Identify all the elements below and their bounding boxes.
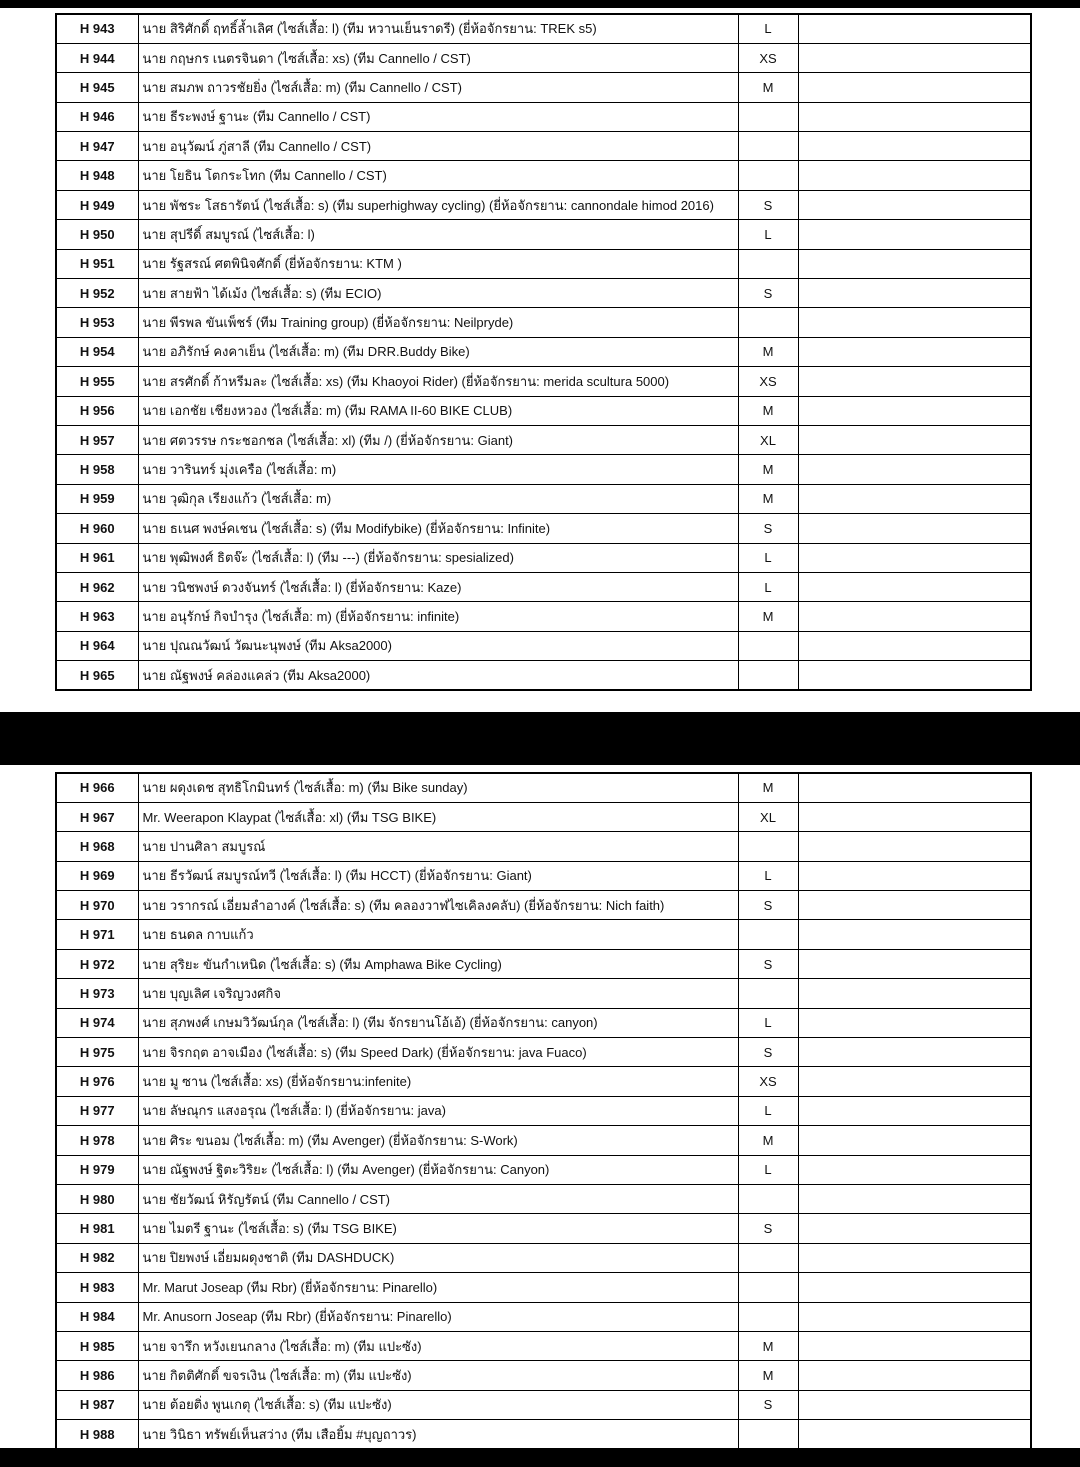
shirt-size-cell: L [738, 220, 798, 249]
shirt-size-cell [738, 249, 798, 278]
rider-detail-cell: นาย ศตวรรษ กระชอกชล (ไซส์เสื้อ: xl) (ทีม /) (ยี่ห้อจักรยาน: Giant) [138, 425, 738, 454]
shirt-size-cell: L [738, 14, 798, 43]
rider-id-cell: H 968 [56, 832, 138, 861]
rider-id-cell: H 988 [56, 1420, 138, 1449]
registration-table-2 [55, 772, 1032, 1450]
rider-row [56, 425, 1031, 454]
page-margin-top [0, 0, 1080, 8]
rider-detail-cell: นาย ไมตรี ฐานะ (ไซส์เสื้อ: s) (ทีม TSG BIKE) [138, 1214, 738, 1243]
rider-detail-cell: นาย อภิรักษ์ คงคาเย็น (ไซส์เสื้อ: m) (ทีม DRR.Buddy Bike) [138, 337, 738, 366]
shirt-size-cell: S [738, 949, 798, 978]
rider-detail-cell: นาย พัชระ โสธารัตน์ (ไซส์เสื้อ: s) (ทีม superhighway cycling) (ยี่ห้อจักรยาน: cannondale himod 2016) [138, 190, 738, 219]
rider-row [56, 949, 1031, 978]
registration-table-2-body [56, 773, 1031, 1449]
shirt-size-cell: M [738, 1361, 798, 1390]
rider-id-cell: H 974 [56, 1008, 138, 1037]
rider-id-cell: H 980 [56, 1184, 138, 1213]
shirt-size-cell [738, 1184, 798, 1213]
rider-id-cell: H 979 [56, 1155, 138, 1184]
rider-id-cell: H 984 [56, 1302, 138, 1331]
shirt-size-cell [738, 1273, 798, 1302]
document-sheet-2 [0, 765, 1080, 1448]
notes-cell [798, 1361, 1031, 1390]
notes-cell [798, 1184, 1031, 1213]
notes-cell [798, 161, 1031, 190]
notes-cell [798, 1302, 1031, 1331]
rider-detail-cell: นาย ต้อยติ่ง พูนเกตุ (ไซส์เสื้อ: s) (ทีม แปะซัง) [138, 1390, 738, 1419]
rider-id-cell: H 987 [56, 1390, 138, 1419]
rider-detail-cell: นาย สรศักดิ์ ก้าหรีมละ (ไซส์เสื้อ: xs) (ทีม Khaoyoi Rider) (ยี่ห้อจักรยาน: merida scultura 5000) [138, 367, 738, 396]
rider-row [56, 367, 1031, 396]
rider-row [56, 308, 1031, 337]
rider-row [56, 190, 1031, 219]
rider-id-cell: H 972 [56, 949, 138, 978]
notes-cell [798, 979, 1031, 1008]
rider-row [56, 455, 1031, 484]
rider-detail-cell: นาย บุญเลิศ เจริญวงศกิจ [138, 979, 738, 1008]
rider-detail-cell: นาย รัฐสรณ์ ศตพินิจศักดิ์ (ยี่ห้อจักรยาน: KTM ) [138, 249, 738, 278]
rider-row [56, 891, 1031, 920]
shirt-size-cell: L [738, 1008, 798, 1037]
notes-cell [798, 861, 1031, 890]
rider-id-cell: H 949 [56, 190, 138, 219]
document-sheet-1 [0, 8, 1080, 712]
rider-id-cell: H 960 [56, 514, 138, 543]
rider-row [56, 802, 1031, 831]
rider-detail-cell: นาย วุฒิกุล เรียงแก้ว (ไซส์เสื้อ: m) [138, 484, 738, 513]
shirt-size-cell: M [738, 773, 798, 802]
rider-id-cell: H 971 [56, 920, 138, 949]
shirt-size-cell: L [738, 572, 798, 601]
rider-row [56, 1302, 1031, 1331]
notes-cell [798, 14, 1031, 43]
notes-cell [798, 249, 1031, 278]
rider-detail-cell: นาย ปิยพงษ์ เอี่ยมผดุงชาติ (ทีม DASHDUCK) [138, 1243, 738, 1272]
rider-row [56, 43, 1031, 72]
notes-cell [798, 1155, 1031, 1184]
rider-detail-cell: นาย พุฒิพงศ์ ธิตจ๊ะ (ไซส์เสื้อ: l) (ทีม ---) (ยี่ห้อจักรยาน: spesialized) [138, 543, 738, 572]
notes-cell [798, 832, 1031, 861]
rider-detail-cell: นาย สิริศักดิ์ ฤทธิ์ล้ำเลิศ (ไซส์เสื้อ: l) (ทีม หวานเย็นราดรี) (ยี่ห้อจักรยาน: TREK s5) [138, 14, 738, 43]
shirt-size-cell: S [738, 190, 798, 219]
rider-detail-cell: นาย ปุณณวัฒน์ วัฒนะนุพงษ์ (ทีม Aksa2000) [138, 631, 738, 660]
shirt-size-cell: S [738, 1038, 798, 1067]
registration-table-1-body [56, 14, 1031, 690]
shirt-size-cell: S [738, 1390, 798, 1419]
rider-row [56, 1331, 1031, 1360]
rider-detail-cell: นาย สุปรีดิ์ สมบูรณ์ (ไซส์เสื้อ: l) [138, 220, 738, 249]
rider-row [56, 1243, 1031, 1272]
rider-row [56, 337, 1031, 366]
rider-row [56, 920, 1031, 949]
notes-cell [798, 132, 1031, 161]
notes-cell [798, 891, 1031, 920]
rider-id-cell: H 957 [56, 425, 138, 454]
rider-id-cell: H 951 [56, 249, 138, 278]
rider-id-cell: H 956 [56, 396, 138, 425]
rider-id-cell: H 973 [56, 979, 138, 1008]
rider-id-cell: H 981 [56, 1214, 138, 1243]
rider-id-cell: H 943 [56, 14, 138, 43]
notes-cell [798, 1420, 1031, 1449]
notes-cell [798, 308, 1031, 337]
notes-cell [798, 190, 1031, 219]
rider-row [56, 279, 1031, 308]
rider-id-cell: H 963 [56, 602, 138, 631]
rider-id-cell: H 952 [56, 279, 138, 308]
rider-detail-cell: นาย ธเนศ พงษ์คเชน (ไซส์เสื้อ: s) (ทีม Modifybike) (ยี่ห้อจักรยาน: Infinite) [138, 514, 738, 543]
shirt-size-cell: XS [738, 1067, 798, 1096]
shirt-size-cell: L [738, 861, 798, 890]
notes-cell [798, 1331, 1031, 1360]
rider-row [56, 1361, 1031, 1390]
notes-cell [798, 949, 1031, 978]
registration-table-1 [55, 13, 1032, 691]
rider-id-cell: H 977 [56, 1096, 138, 1125]
rider-detail-cell: นาย สุภพงศ์ เกษมวิวัฒน์กุล (ไซส์เสื้อ: l) (ทีม จักรยานโอ้เอ้) (ยี่ห้อจักรยาน: canyon) [138, 1008, 738, 1037]
rider-id-cell: H 950 [56, 220, 138, 249]
notes-cell [798, 920, 1031, 949]
rider-detail-cell: นาย จารึก หวังเยนกลาง (ไซส์เสื้อ: m) (ทีม แปะซัง) [138, 1331, 738, 1360]
rider-detail-cell: นาย วินิธา ทรัพย์เห็นสว่าง (ทีม เสือยิ้ม #บุญถาวร) [138, 1420, 738, 1449]
rider-detail-cell: นาย ชัยวัฒน์ หิรัญรัตน์ (ทีม Cannello / CST) [138, 1184, 738, 1213]
rider-row [56, 979, 1031, 1008]
notes-cell [798, 102, 1031, 131]
rider-row [56, 102, 1031, 131]
rider-detail-cell: นาย ธีรวัฒน์ สมบูรณ์ทวี (ไซส์เสื้อ: l) (ทีม HCCT) (ยี่ห้อจักรยาน: Giant) [138, 861, 738, 890]
rider-detail-cell: Mr. Anusorn Joseap (ทีม Rbr) (ยี่ห้อจักรยาน: Pinarello) [138, 1302, 738, 1331]
rider-detail-cell: นาย อนุรักษ์ กิจบำรุง (ไซส์เสื้อ: m) (ยี่ห้อจักรยาน: infinite) [138, 602, 738, 631]
rider-detail-cell: นาย พีรพล ขันเพ็ชร์ (ทีม Training group) (ยี่ห้อจักรยาน: Neilpryde) [138, 308, 738, 337]
shirt-size-cell [738, 832, 798, 861]
rider-id-cell: H 986 [56, 1361, 138, 1390]
rider-id-cell: H 948 [56, 161, 138, 190]
shirt-size-cell [738, 631, 798, 660]
rider-id-cell: H 967 [56, 802, 138, 831]
notes-cell [798, 337, 1031, 366]
rider-detail-cell: นาย ผดุงเดช สุทธิโกมินทร์ (ไซส์เสื้อ: m) (ทีม Bike sunday) [138, 773, 738, 802]
rider-detail-cell: นาย ธนดล กาบแก้ว [138, 920, 738, 949]
shirt-size-cell [738, 308, 798, 337]
shirt-size-cell: XS [738, 367, 798, 396]
notes-cell [798, 1214, 1031, 1243]
shirt-size-cell: XL [738, 802, 798, 831]
notes-cell [798, 572, 1031, 601]
rider-id-cell: H 945 [56, 73, 138, 102]
rider-row [56, 1155, 1031, 1184]
rider-row [56, 1067, 1031, 1096]
rider-detail-cell: นาย มู ซาน (ไซส์เสื้อ: xs) (ยี่ห้อจักรยาน:infenite) [138, 1067, 738, 1096]
notes-cell [798, 773, 1031, 802]
rider-id-cell: H 975 [56, 1038, 138, 1067]
rider-row [56, 161, 1031, 190]
shirt-size-cell [738, 979, 798, 1008]
rider-row [56, 1096, 1031, 1125]
rider-row [56, 773, 1031, 802]
rider-row [56, 132, 1031, 161]
page-break-gap [0, 712, 1080, 765]
notes-cell [798, 425, 1031, 454]
rider-detail-cell: นาย จิรกฤต อาจเมือง (ไซส์เสื้อ: s) (ทีม Speed Dark) (ยี่ห้อจักรยาน: java Fuaco) [138, 1038, 738, 1067]
rider-id-cell: H 976 [56, 1067, 138, 1096]
shirt-size-cell: S [738, 1214, 798, 1243]
shirt-size-cell: M [738, 396, 798, 425]
rider-row [56, 1038, 1031, 1067]
rider-detail-cell: นาย เอกชัย เชียงหวอง (ไซส์เสื้อ: m) (ทีม RAMA II-60 BIKE CLUB) [138, 396, 738, 425]
rider-id-cell: H 953 [56, 308, 138, 337]
shirt-size-cell: XL [738, 425, 798, 454]
notes-cell [798, 1243, 1031, 1272]
rider-detail-cell: นาย ปานศิลา สมบูรณ์ [138, 832, 738, 861]
shirt-size-cell: L [738, 1096, 798, 1125]
rider-row [56, 1008, 1031, 1037]
shirt-size-cell: L [738, 1155, 798, 1184]
notes-cell [798, 1067, 1031, 1096]
shirt-size-cell [738, 132, 798, 161]
notes-cell [798, 631, 1031, 660]
rider-detail-cell: นาย วนิชพงษ์ ดวงจันทร์ (ไซส์เสื้อ: l) (ยี่ห้อจักรยาน: Kaze) [138, 572, 738, 601]
shirt-size-cell [738, 661, 798, 690]
rider-id-cell: H 978 [56, 1126, 138, 1155]
shirt-size-cell: S [738, 279, 798, 308]
shirt-size-cell: M [738, 602, 798, 631]
rider-id-cell: H 947 [56, 132, 138, 161]
rider-row [56, 543, 1031, 572]
rider-row [56, 73, 1031, 102]
shirt-size-cell [738, 1302, 798, 1331]
shirt-size-cell [738, 161, 798, 190]
rider-detail-cell: Mr. Weerapon Klaypat (ไซส์เสื้อ: xl) (ทีม TSG BIKE) [138, 802, 738, 831]
rider-detail-cell: นาย สายฟ้า ได้เม้ง (ไซส์เสื้อ: s) (ทีม ECIO) [138, 279, 738, 308]
notes-cell [798, 602, 1031, 631]
rider-detail-cell: นาย โยธิน โตกระโทก (ทีม Cannello / CST) [138, 161, 738, 190]
rider-detail-cell: นาย วรากรณ์ เอี่ยมลำอางค์ (ไซส์เสื้อ: s) (ทีม คลองวาฬไซเคิลงคลับ) (ยี่ห้อจักรยาน: Nich faith) [138, 891, 738, 920]
notes-cell [798, 396, 1031, 425]
rider-id-cell: H 961 [56, 543, 138, 572]
rider-row [56, 220, 1031, 249]
rider-row [56, 396, 1031, 425]
shirt-size-cell: M [738, 484, 798, 513]
rider-id-cell: H 965 [56, 661, 138, 690]
rider-detail-cell: นาย อนุวัฒน์ ภู่สาลี (ทีม Cannello / CST) [138, 132, 738, 161]
notes-cell [798, 455, 1031, 484]
rider-id-cell: H 954 [56, 337, 138, 366]
shirt-size-cell: M [738, 1331, 798, 1360]
rider-id-cell: H 962 [56, 572, 138, 601]
rider-detail-cell: Mr. Marut Joseap (ทีม Rbr) (ยี่ห้อจักรยาน: Pinarello) [138, 1273, 738, 1302]
rider-row [56, 14, 1031, 43]
rider-detail-cell: นาย กิตติศักดิ์ ขจรเงิน (ไซส์เสื้อ: m) (ทีม แปะซัง) [138, 1361, 738, 1390]
rider-row [56, 572, 1031, 601]
shirt-size-cell: M [738, 1126, 798, 1155]
rider-row [56, 631, 1031, 660]
rider-id-cell: H 964 [56, 631, 138, 660]
rider-id-cell: H 970 [56, 891, 138, 920]
shirt-size-cell [738, 102, 798, 131]
notes-cell [798, 1008, 1031, 1037]
shirt-size-cell: M [738, 73, 798, 102]
rider-row [56, 1420, 1031, 1449]
rider-id-cell: H 983 [56, 1273, 138, 1302]
rider-detail-cell: นาย กฤษกร เนตรจินดา (ไซส์เสื้อ: xs) (ทีม Cannello / CST) [138, 43, 738, 72]
notes-cell [798, 1096, 1031, 1125]
rider-row [56, 1273, 1031, 1302]
rider-id-cell: H 959 [56, 484, 138, 513]
notes-cell [798, 220, 1031, 249]
rider-row [56, 1390, 1031, 1419]
shirt-size-cell [738, 1420, 798, 1449]
rider-detail-cell: นาย ณัฐพงษ์ ฐิตะวิริยะ (ไซส์เสื้อ: l) (ทีม Avenger) (ยี่ห้อจักรยาน: Canyon) [138, 1155, 738, 1184]
shirt-size-cell: M [738, 337, 798, 366]
notes-cell [798, 514, 1031, 543]
rider-detail-cell: นาย ลัษณุกร แสงอรุณ (ไซส์เสื้อ: l) (ยี่ห้อจักรยาน: java) [138, 1096, 738, 1125]
shirt-size-cell: L [738, 543, 798, 572]
notes-cell [798, 367, 1031, 396]
rider-row [56, 249, 1031, 278]
notes-cell [798, 1126, 1031, 1155]
rider-row [56, 484, 1031, 513]
rider-row [56, 514, 1031, 543]
rider-detail-cell: นาย ณัฐพงษ์ คล่องแคล่ว (ทีม Aksa2000) [138, 661, 738, 690]
rider-id-cell: H 982 [56, 1243, 138, 1272]
rider-detail-cell: นาย วารินทร์ มุ่งเครือ (ไซส์เสื้อ: m) [138, 455, 738, 484]
notes-cell [798, 484, 1031, 513]
rider-id-cell: H 985 [56, 1331, 138, 1360]
shirt-size-cell: S [738, 514, 798, 543]
rider-row [56, 1126, 1031, 1155]
notes-cell [798, 543, 1031, 572]
shirt-size-cell [738, 920, 798, 949]
rider-id-cell: H 946 [56, 102, 138, 131]
notes-cell [798, 73, 1031, 102]
notes-cell [798, 802, 1031, 831]
notes-cell [798, 1390, 1031, 1419]
rider-id-cell: H 958 [56, 455, 138, 484]
notes-cell [798, 43, 1031, 72]
rider-row [56, 1214, 1031, 1243]
notes-cell [798, 1038, 1031, 1067]
shirt-size-cell: M [738, 455, 798, 484]
rider-id-cell: H 955 [56, 367, 138, 396]
rider-id-cell: H 944 [56, 43, 138, 72]
rider-detail-cell: นาย ศิระ ขนอม (ไซส์เสื้อ: m) (ทีม Avenger) (ยี่ห้อจักรยาน: S-Work) [138, 1126, 738, 1155]
notes-cell [798, 661, 1031, 690]
rider-row [56, 602, 1031, 631]
rider-id-cell: H 966 [56, 773, 138, 802]
rider-row [56, 1184, 1031, 1213]
rider-detail-cell: นาย ธีระพงษ์ ฐานะ (ทีม Cannello / CST) [138, 102, 738, 131]
rider-id-cell: H 969 [56, 861, 138, 890]
shirt-size-cell: S [738, 891, 798, 920]
shirt-size-cell: XS [738, 43, 798, 72]
rider-row [56, 661, 1031, 690]
notes-cell [798, 1273, 1031, 1302]
rider-row [56, 861, 1031, 890]
shirt-size-cell [738, 1243, 798, 1272]
rider-detail-cell: นาย สมภพ ถาวรชัยยิ่ง (ไซส์เสื้อ: m) (ทีม Cannello / CST) [138, 73, 738, 102]
rider-row [56, 832, 1031, 861]
notes-cell [798, 279, 1031, 308]
page-margin-bottom [0, 1448, 1080, 1467]
rider-detail-cell: นาย สุริยะ ขันกำเหนิด (ไซส์เสื้อ: s) (ทีม Amphawa Bike Cycling) [138, 949, 738, 978]
